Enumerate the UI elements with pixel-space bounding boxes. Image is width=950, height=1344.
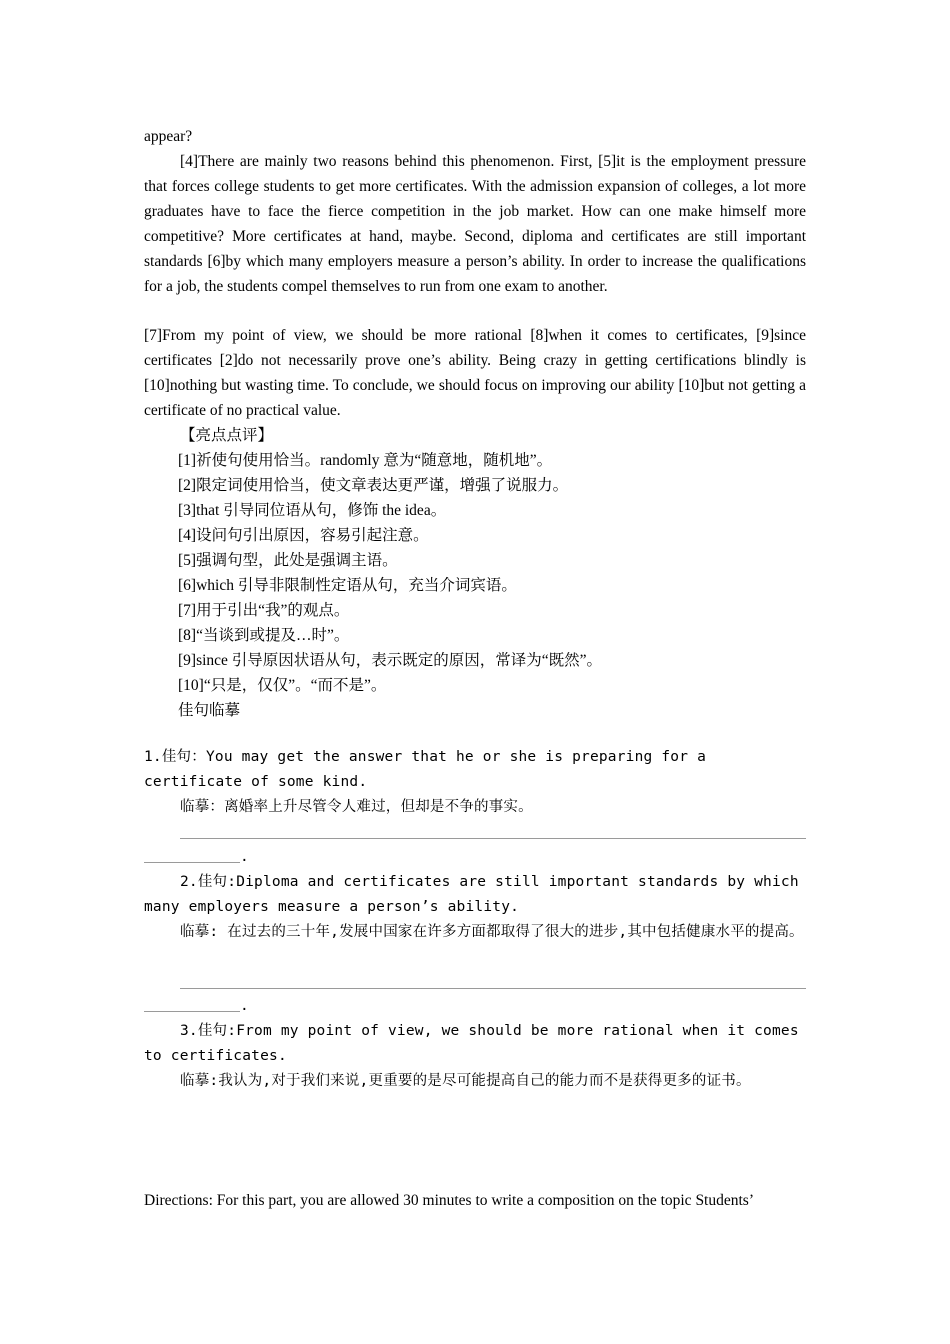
answer-blank-2-tail[interactable]	[144, 1011, 240, 1012]
directions-line: Directions: For this part, you are allowed 30 minutes to write a composition on the topic Students’	[144, 1192, 754, 1209]
practice-sentence-2: 2.佳句:Diploma and certificates are still important standards by which many employers measure a person’s ability.	[144, 874, 799, 915]
highlight-item-9: [9]since 引导原因状语从句，表示既定的原因，常译为“既然”。	[178, 652, 603, 669]
practice-sentence-1: 1.佳句：You may get the answer that he or she is preparing for a certificate of some kind.	[144, 749, 707, 790]
essay-line-appear: appear?	[144, 128, 193, 145]
highlight-item-10: [10]“只是，仅仅”。“而不是”。	[178, 677, 387, 694]
highlight-item-3: [3]that 引导同位语从句，修饰 the idea。	[178, 502, 447, 519]
answer-blank-1[interactable]	[180, 838, 806, 839]
essay-paragraph-reasons: [4]There are mainly two reasons behind this phenomenon. First, [5]it is the employment pressure that forces college students to get more certificates. With the admission expansion of colleges, a lot more graduates have to face the fierce competition in the job market. How can one make himself more competitive? More certificates at hand, maybe. Second, diploma and certificates are still important standards [6]by which many employers measure a person’s ability. In order to increase the qualifications for a job, the students compel themselves to run from one exam to another.	[144, 153, 806, 295]
practice-task-1: 临摹：离婚率上升尽管令人难过，但却是不争的事实。	[180, 799, 533, 815]
practice-task-2: 临摹: 在过去的三十年,发展中国家在许多方面都取得了很大的进步,其中包括健康水平的提高。	[180, 924, 804, 940]
highlight-item-4: [4]设问句引出原因，容易引起注意。	[178, 527, 429, 544]
highlight-item-1: [1]祈使句使用恰当。randomly 意为“随意地，随机地”。	[178, 452, 553, 469]
practice-task-3: 临摹:我认为,对于我们来说,更重要的是尽可能提高自己的能力而不是获得更多的证书。	[180, 1073, 751, 1089]
answer-blank-2[interactable]	[180, 988, 806, 989]
practice-heading: 佳句临摹	[178, 702, 241, 719]
highlight-item-8: [8]“当谈到或提及…时”。	[178, 627, 350, 644]
essay-paragraph-view: [7]From my point of view, we should be more rational [8]when it comes to certificates, [9]since certificates [2]do not necessarily prove one’s ability. Being crazy in getting certifications blindly is [10]nothing but wasting time. To conclude, we should focus on improving our ability [10]but not getting a certificate of no practical value.	[144, 327, 806, 419]
highlight-item-2: [2]限定词使用恰当，使文章表达更严谨，增强了说服力。	[178, 477, 569, 494]
highlights-heading: 【亮点点评】	[180, 427, 274, 444]
practice-sentence-3: 3.佳句:From my point of view, we should be more rational when it comes to certificates.	[144, 1023, 799, 1064]
answer-blank-1-period: .	[240, 849, 249, 865]
answer-blank-2-period: .	[240, 998, 249, 1014]
highlight-item-5: [5]强调句型，此处是强调主语。	[178, 552, 398, 569]
highlight-item-6: [6]which 引导非限制性定语从句，充当介词宾语。	[178, 577, 517, 594]
answer-blank-1-tail[interactable]	[144, 862, 240, 863]
highlight-item-7: [7]用于引出“我”的观点。	[178, 602, 350, 619]
